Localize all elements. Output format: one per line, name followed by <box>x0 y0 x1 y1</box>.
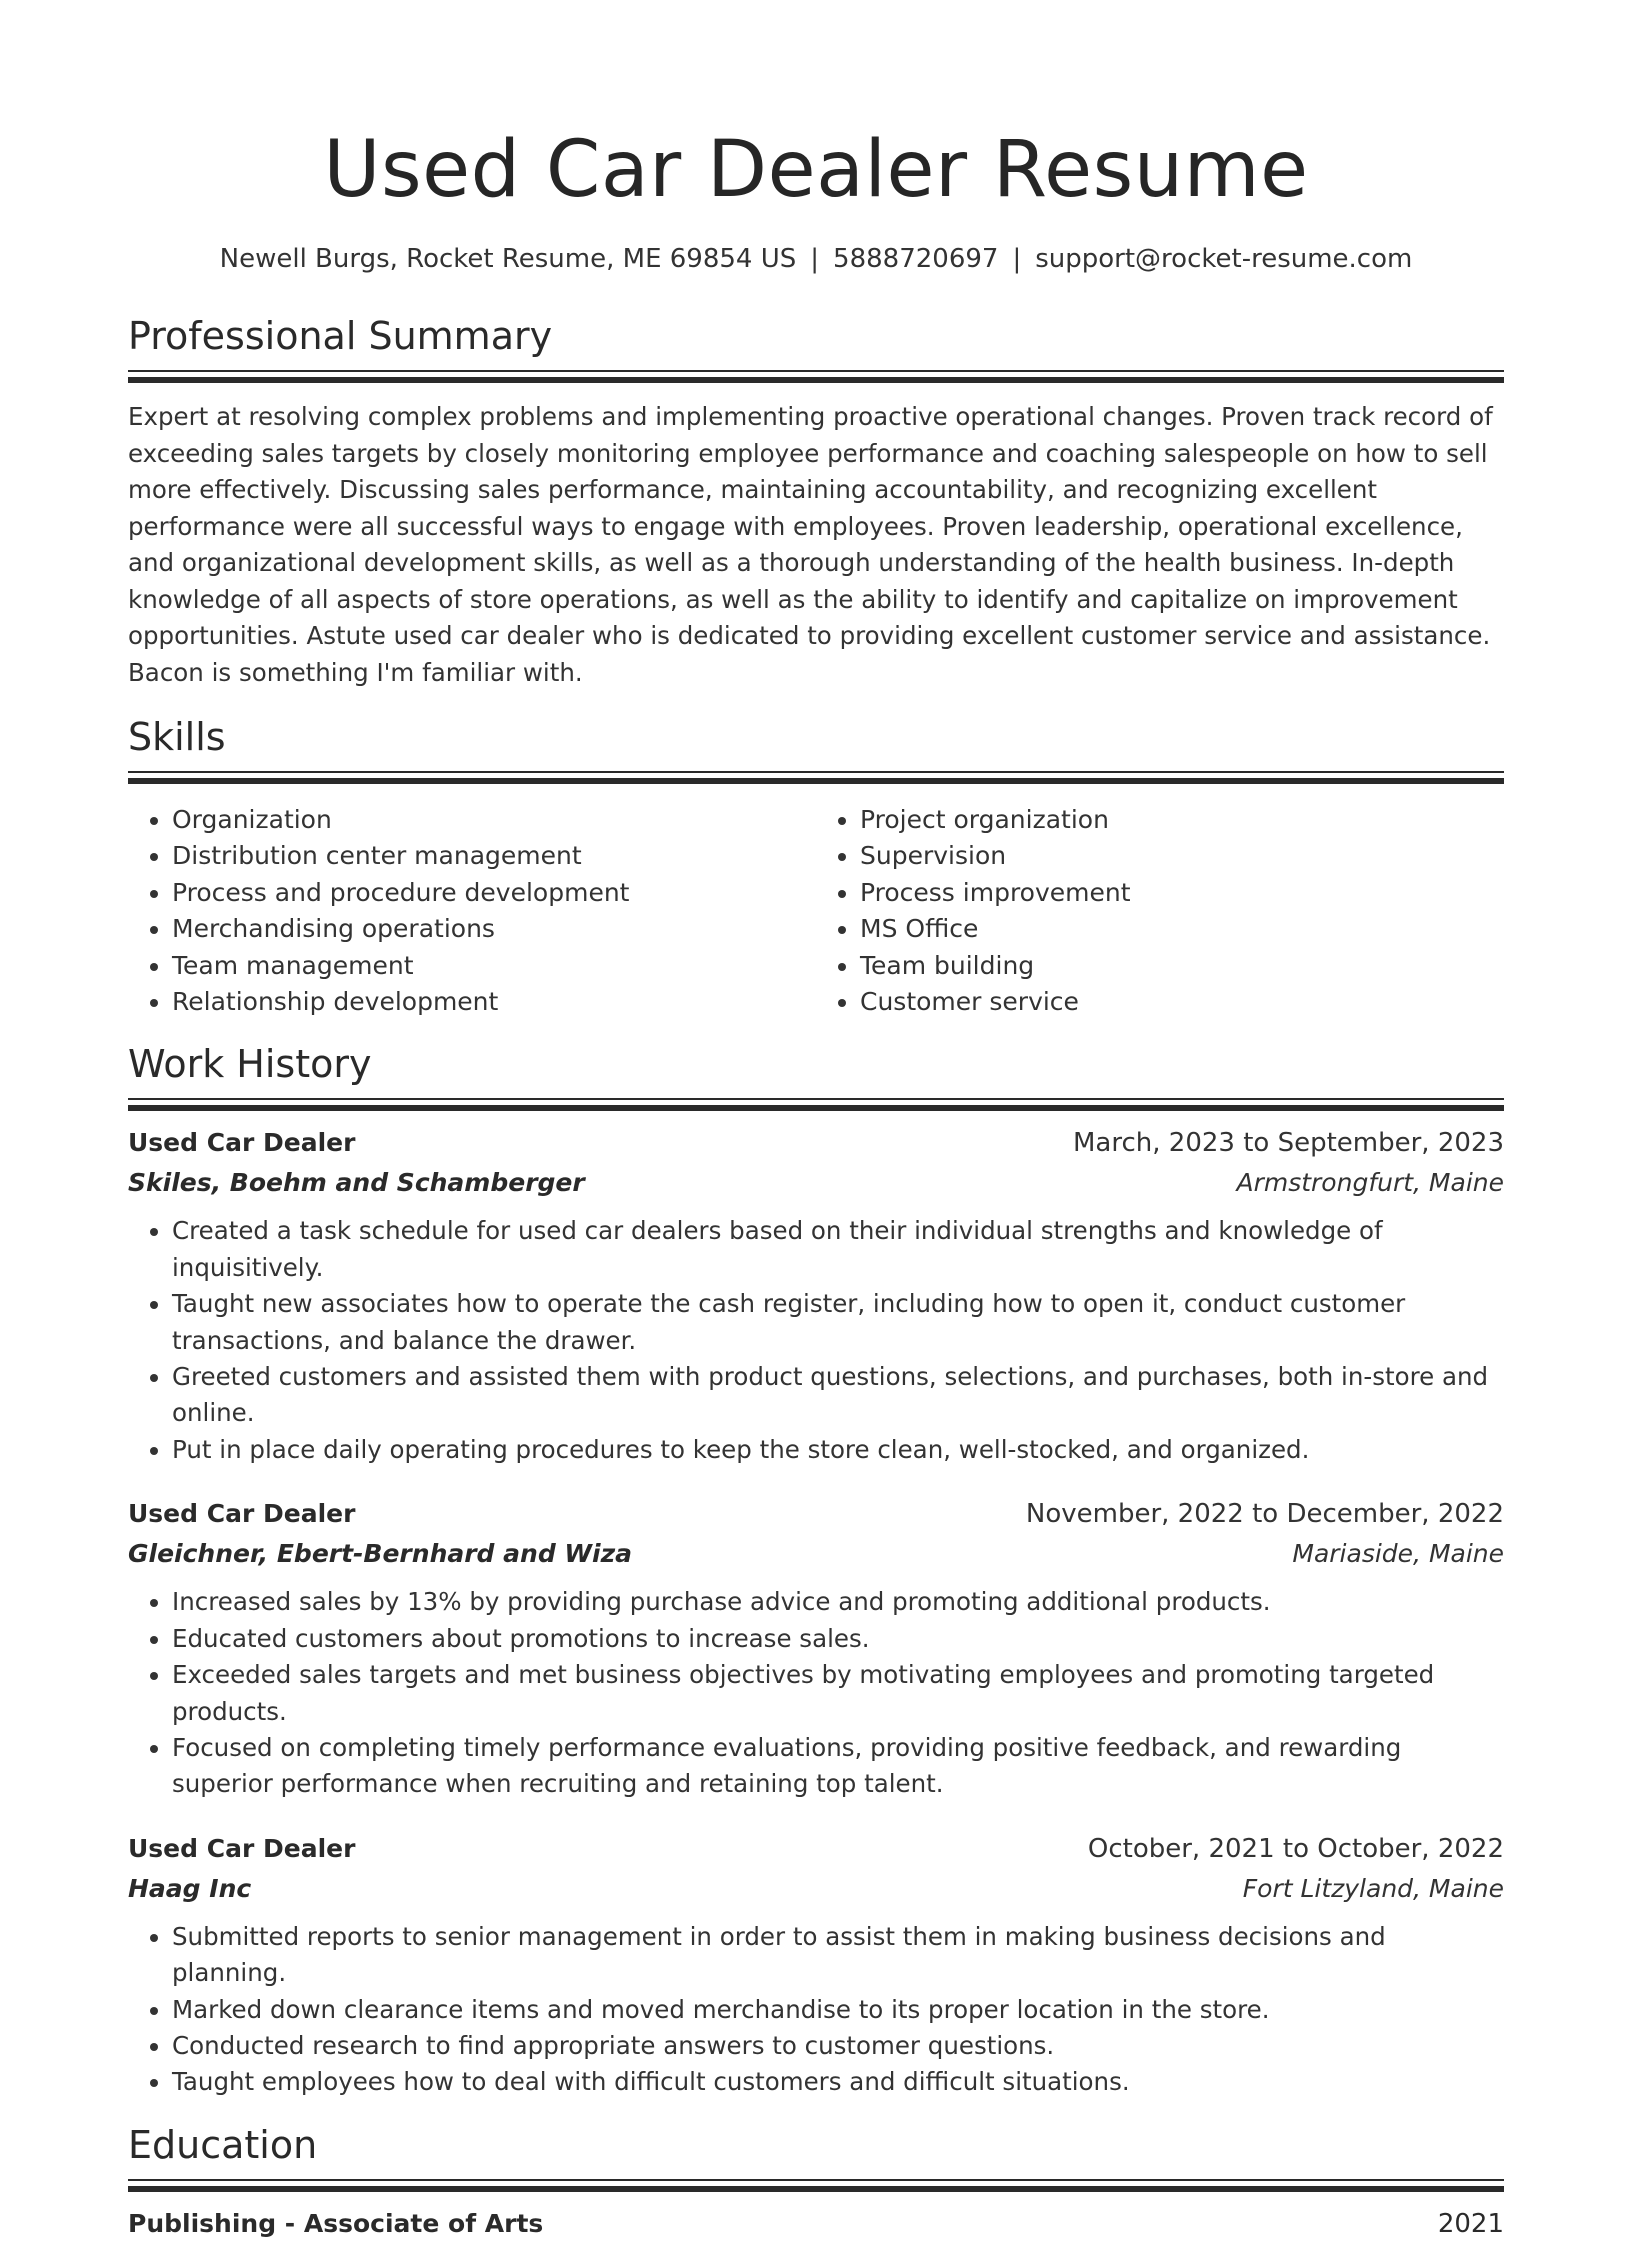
skill-item: • Project organization <box>860 802 1504 838</box>
summary-heading: Professional Summary <box>128 314 553 358</box>
skill-item: • Distribution center management <box>172 838 816 874</box>
skills-columns <box>128 802 1504 1020</box>
skill-item: • Merchandising operations <box>172 911 816 947</box>
skill-item: • Team building <box>860 948 1504 984</box>
skills-section <box>128 713 1504 1020</box>
skill-item: • Relationship development <box>172 984 816 1020</box>
list-item: • Taught new associates how to operate the cash register, including how to open it, conduct customer transactions, and balance the drawer. <box>172 1286 1504 1359</box>
summary-section <box>128 312 1504 691</box>
skill-item: • Team management <box>172 948 816 984</box>
list-item: • Taught employees how to deal with difficult customers and difficult situations. <box>172 2064 1504 2100</box>
list-item: • Increased sales by 13% by providing purchase advice and promoting additional products. <box>172 1584 1504 1620</box>
job-company: Skiles, Boehm and Schamberger <box>128 1168 585 1198</box>
contact-email: support@rocket-resume.com <box>1035 244 1413 274</box>
skill-item: • MS Office <box>860 911 1504 947</box>
resume-page <box>128 0 1504 2244</box>
skills-heading: Skills <box>128 715 226 759</box>
section-divider <box>128 771 1504 786</box>
contact-separator: | <box>1012 244 1022 274</box>
job-dates: October, 2021 to October, 2022 <box>1087 1833 1504 1864</box>
job-location: Mariaside, Maine <box>1292 1539 1504 1569</box>
list-item: • Educated customers about promotions to increase sales. <box>172 1621 1504 1657</box>
job-title: Used Car Dealer <box>128 1833 356 1863</box>
contact-line <box>128 242 1504 276</box>
skill-item: • Process and procedure development <box>172 875 816 911</box>
section-divider <box>128 2179 1504 2194</box>
job-location: Fort Litzyland, Maine <box>1242 1873 1504 1903</box>
job-bullets <box>128 1919 1504 2101</box>
contact-separator: | <box>810 244 820 274</box>
section-divider <box>128 370 1504 385</box>
list-item: • Marked down clearance items and moved merchandise to its proper location in the store. <box>172 1992 1504 2028</box>
job-dates: March, 2023 to September, 2023 <box>1073 1128 1504 1159</box>
education-heading: Education <box>128 2122 318 2167</box>
job-company: Haag Inc <box>128 1873 252 1903</box>
skill-item: • Process improvement <box>860 875 1504 911</box>
list-item: • Conducted research to find appropriate answers to customer questions. <box>172 2028 1504 2064</box>
job-location: Armstrongfurt, Maine <box>1236 1168 1504 1198</box>
education-degree: Publishing - Associate of Arts <box>128 2208 544 2238</box>
contact-phone: 5888720697 <box>833 244 999 274</box>
list-item: • Focused on completing timely performance evaluations, providing positive feedback, and rewarding superior performance when recruiting and retaining top talent. <box>172 1730 1504 1803</box>
job-dates: November, 2022 to December, 2022 <box>1025 1499 1504 1530</box>
contact-address: Newell Burgs, Rocket Resume, ME 69854 US <box>219 244 797 274</box>
job-company: Gleichner, Ebert-Bernhard and Wiza <box>128 1539 632 1569</box>
work-heading: Work History <box>128 1042 372 1087</box>
list-item: • Submitted reports to senior management in order to assist them in making business decisions and planning. <box>172 1919 1504 1992</box>
job-entry <box>128 1829 1504 2101</box>
job-bullets <box>128 1213 1504 1468</box>
job-title: Used Car Dealer <box>128 1128 356 1158</box>
summary-text: Expert at resolving complex problems and implementing proactive operational changes. Proven track record of exceeding sales targets by closely monitoring employee performance and coaching salespeople on how to sell more effectively. Discussing sales performance, maintaining accountability, and recognizing excellent performance were all successful ways to engage with employees. Proven leadership, operational excellence, and organizational development skills, as well as a thorough understanding of the health business. In-depth knowledge of all aspects of store operations, as well as the ability to identify and capitalize on improvement opportunities. Astute used car dealer who is dedicated to providing excellent customer service and assistance. Bacon is something I'm familiar with. <box>128 402 1493 687</box>
skill-item: • Customer service <box>860 984 1504 1020</box>
list-item: • Created a task schedule for used car dealers based on their individual strengths and knowledge of inquisitively. <box>172 1213 1504 1286</box>
job-entry <box>128 1123 1504 1468</box>
job-entry <box>128 1494 1504 1802</box>
job-bullets <box>128 1584 1504 1802</box>
education-section <box>128 2121 1504 2244</box>
section-divider <box>128 1098 1504 1113</box>
list-item: • Put in place daily operating procedures to keep the store clean, well-stocked, and organized. <box>172 1432 1504 1468</box>
skills-list-right <box>816 802 1504 1020</box>
work-section <box>128 1040 1504 2100</box>
list-item: • Greeted customers and assisted them with product questions, selections, and purchases, both in-store and online. <box>172 1359 1504 1432</box>
skills-list-left <box>128 802 816 1020</box>
education-year: 2021 <box>1437 2208 1504 2239</box>
resume-title: Used Car Dealer Resume <box>323 125 1309 215</box>
skill-item: • Organization <box>172 802 816 838</box>
job-title: Used Car Dealer <box>128 1499 356 1529</box>
list-item: • Exceeded sales targets and met business objectives by motivating employees and promoting targeted products. <box>172 1657 1504 1730</box>
skill-item: • Supervision <box>860 838 1504 874</box>
